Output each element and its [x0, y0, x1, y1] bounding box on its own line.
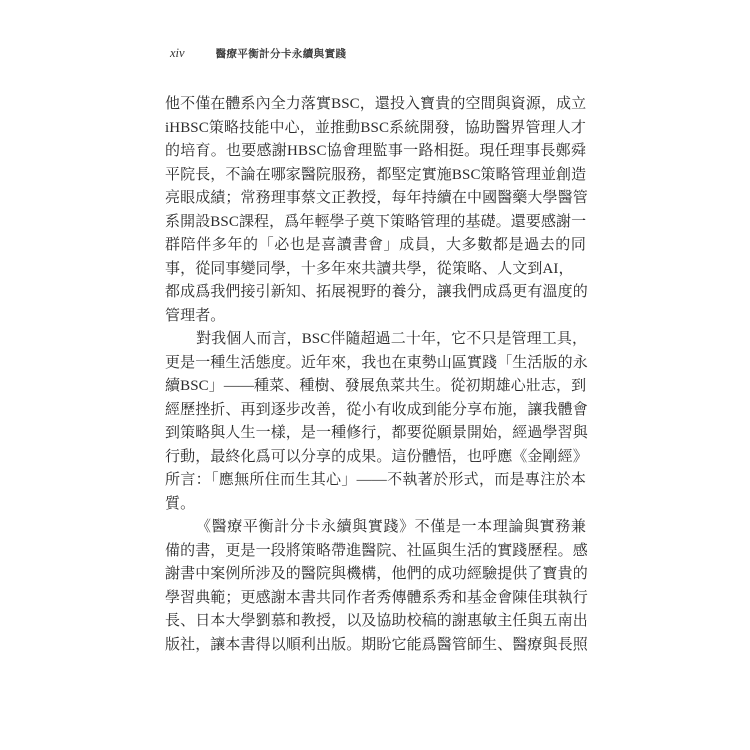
- text-line: 系開設BSC課程，爲年輕學子奠下策略管理的基礎。還要感謝一: [165, 213, 587, 230]
- text-line: iHBSC策略技能中心，並推動BSC系統開發，協助醫界管理人才: [165, 119, 586, 136]
- text-line: 備的書，更是一段將策略帶進醫院、社區與生活的實踐歷程。感: [165, 542, 588, 559]
- text-line: 管理者。: [165, 307, 226, 324]
- text-line: 經歷挫折、再到逐步改善，從小有收成到能分享布施，讓我體會: [165, 401, 588, 418]
- text-line: 長、日本大學劉慕和教授，以及協助校稿的謝惠敏主任與五南出: [165, 613, 588, 629]
- text-line: 平院長，不論在哪家醫院服務，都堅定實施BSC策略管理並創造: [165, 166, 587, 183]
- text-line: 亮眼成績；常務理事蔡文正教授，每年持續在中國醫藥大學醫管: [165, 190, 588, 206]
- text-line: 質。: [165, 495, 196, 512]
- paragraph-2: [165, 328, 586, 516]
- text-line: 學習典範；更感謝本書共同作者秀傳體系秀和基金會陳佳琪執行: [165, 589, 588, 606]
- text-line: 群陪伴多年的「必也是喜讀書會」成員，大多數都是過去的同: [165, 237, 586, 253]
- text-line: 到策略與人生一樣，是一種修行，都要從願景開始，經過學習與: [165, 425, 588, 441]
- text-line: 更是一種生活態度。近年來，我也在東勢山區實踐「生活版的永: [165, 354, 588, 371]
- text-line: 事，從同事變同學，十多年來共讀共學，從策略、人文到AI，: [165, 260, 574, 277]
- text-line: 《醫療平衡計分卡永續與實踐》不僅是一本理論與實務兼: [196, 519, 586, 535]
- text-line: 對我個人而言，BSC伴隨超過二十年，它不只是管理工具，: [196, 331, 588, 347]
- text-line: 都成爲我們接引新知、拓展視野的養分，讓我們成爲更有溫度的: [165, 284, 588, 300]
- running-title: 醫療平衡計分卡永續與實踐: [215, 47, 347, 60]
- page-header: [170, 44, 346, 60]
- paragraph-1: [165, 93, 586, 328]
- text-line: 的培育。也要感謝HBSC協會理監事一路相挺。現任理事長鄭舜: [165, 143, 586, 159]
- text-line: 謝書中案例所涉及的醫院與機構，他們的成功經驗提供了寶貴的: [165, 566, 588, 582]
- text-line: 所言：「應無所住而生其心」——不執著於形式，而是專注於本: [165, 472, 586, 488]
- paragraph-3: [165, 516, 586, 657]
- text-line: 版社，讓本書得以順利出版。期盼它能爲醫管師生、醫療與長照: [165, 636, 588, 653]
- text-line: 行動，最終化爲可以分享的成果。這份體悟，也呼應《金剛經》: [165, 448, 588, 465]
- page-number: xiv: [170, 45, 185, 60]
- text-line: 續BSC」——種菜、種樹、發展魚菜共生。從初期雄心壯志，到: [165, 378, 587, 394]
- text-line: 他不僅在體系內全力落實BSC，還投入寶貴的空間與資源，成立: [165, 96, 587, 112]
- page-body: [165, 93, 586, 657]
